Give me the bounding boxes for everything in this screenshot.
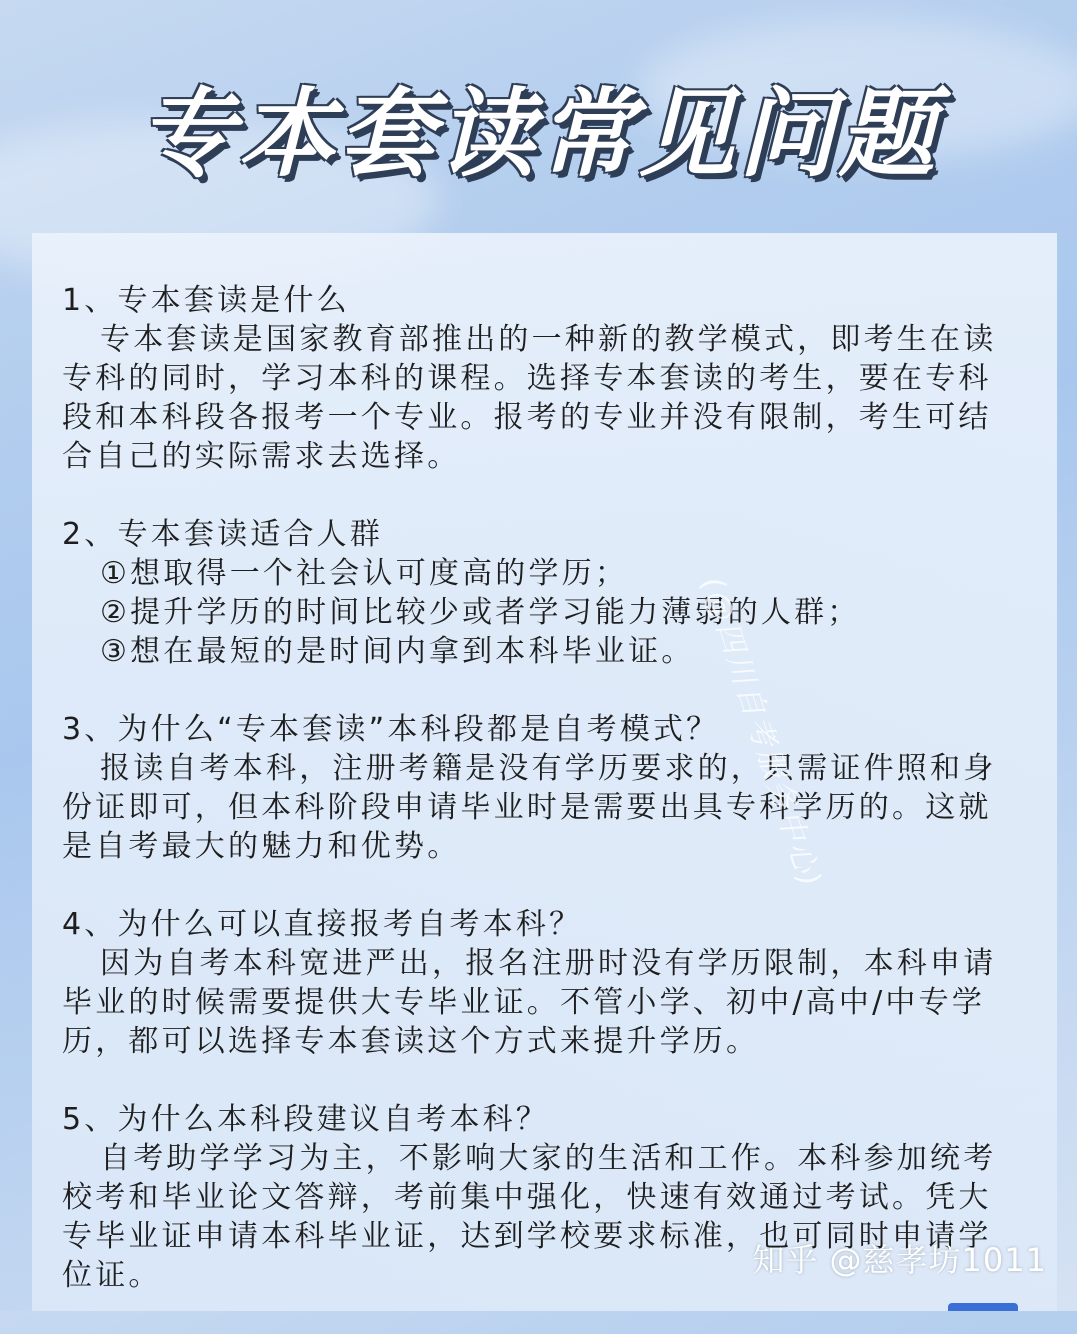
faq-body-line: 因为自考本科宽进严出，报名注册时没有学历限制，本科申请: [100, 946, 997, 981]
faq-body-line: 历，都可以选择专本套读这个方式来提升学历。: [62, 1024, 760, 1059]
faq-item-1: [62, 281, 1022, 476]
faq-item-2: [62, 515, 1022, 671]
faq-body-line: 是自考最大的魅力和优势。: [62, 829, 461, 864]
faq-heading: 1、专本套读是什么: [62, 283, 350, 318]
faq-bullet-line: ③想在最短的是时间内拿到本科毕业证。: [100, 634, 695, 669]
corner-decoration: [948, 1303, 1018, 1311]
faq-heading: 5、为什么本科段建议自考本科？: [62, 1102, 550, 1137]
faq-heading: 4、为什么可以直接报考自考本科？: [62, 907, 583, 942]
faq-item-3: [62, 710, 1022, 866]
faq-bullet-line: ①想取得一个社会认可度高的学历；: [100, 556, 629, 591]
faq-body-line: 份证即可，但本科阶段申请毕业时是需要出具专科学历的。这就: [62, 790, 992, 825]
faq-item-4: [62, 905, 1022, 1061]
faq-heading: 3、为什么“专本套读”本科段都是自考模式？: [62, 712, 720, 747]
zhihu-credit: 知乎 @慈孝坊1011: [752, 1241, 1047, 1279]
faq-body-line: 合自己的实际需求去选择。: [62, 439, 461, 474]
faq-body-line: 位证。: [62, 1258, 162, 1293]
faq-body-line: 专科的同时，学习本科的课程。选择专本套读的考生，要在专科: [62, 361, 992, 396]
faq-body-line: 毕业的时候需要提供大专毕业证。不管小学、初中/高中/中专学: [62, 985, 986, 1020]
faq-bullet-line: ②提升学历的时间比较少或者学习能力薄弱的人群；: [100, 595, 861, 630]
faq-body-line: 校考和毕业论文答辩，考前集中强化，快速有效通过考试。凭大: [62, 1180, 992, 1215]
faq-body-line: 自考助学学习为主，不影响大家的生活和工作。本科参加统考: [100, 1141, 997, 1176]
faq-list: [62, 281, 1022, 1334]
page-title: 专本套读常见问题: [138, 78, 939, 190]
faq-body-line: 段和本科段各报考一个专业。报考的专业并没有限制，考生可结: [62, 400, 992, 435]
faq-body-line: 报读自考本科，注册考籍是没有学历要求的，只需证件照和身: [100, 751, 997, 786]
faq-body-line: 专本套读是国家教育部推出的一种新的教学模式，即考生在读: [100, 322, 997, 357]
watermark: (@四川自考服务中心): [694, 572, 829, 894]
faq-heading: 2、专本套读适合人群: [62, 517, 384, 552]
faq-body-line: 专毕业证申请本科毕业证，达到学校要求标准，也可同时申请学: [62, 1219, 992, 1254]
